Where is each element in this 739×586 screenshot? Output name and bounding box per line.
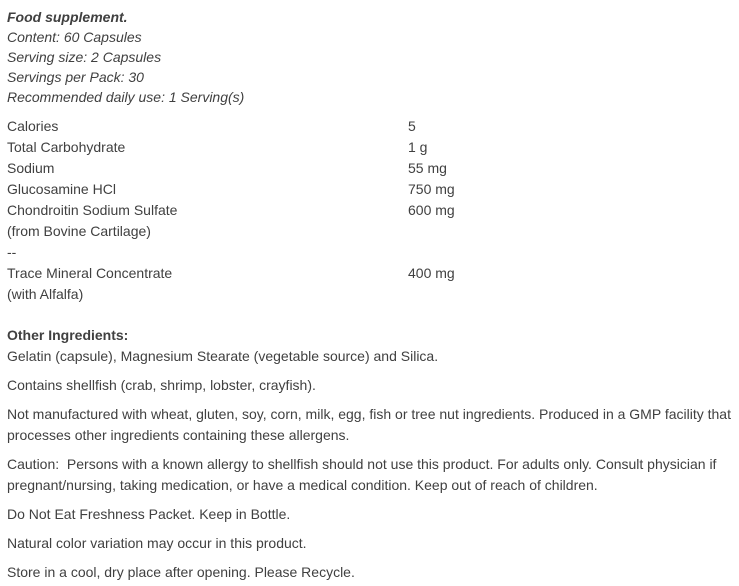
content-line: Content: 60 Capsules [7, 29, 142, 45]
nutrient-amount: 750 mg [408, 181, 455, 197]
nutrient-name: -- [7, 244, 17, 260]
nutrient-name: (with Alfalfa) [7, 286, 84, 302]
nutrient-amount: 55 mg [408, 160, 447, 176]
serving-size-line: Serving size: 2 Capsules [7, 49, 162, 65]
nutrient-name: Total Carbohydrate [7, 139, 126, 155]
allergen-contains-statement: Contains shellfish (crab, shrimp, lobster, crayfish). [7, 377, 316, 393]
manufacturing-allergen-statement: Not manufactured with wheat, gluten, soy, corn, milk, egg, fish or tree nut ingredients. Produced in a GMP facility that processes other ingredients containing these allergens. [7, 406, 735, 443]
nutrient-name: Chondroitin Sodium Sulfate [7, 202, 178, 218]
table-row [7, 221, 739, 242]
freshness-packet-warning: Do Not Eat Freshness Packet. Keep in Bottle. [7, 506, 291, 522]
nutrient-amount: 1 g [408, 139, 428, 155]
other-ingredients-text: Gelatin (capsule), Magnesium Stearate (vegetable source) and Silica. [7, 348, 439, 364]
nutrient-amount: 600 mg [408, 202, 455, 218]
caution-statement: Caution: Persons with a known allergy to shellfish should not use this product. For adults only. Consult physician if pregnant/nursing, taking medication, or have a medical condition. Keep out of reach of children. [7, 456, 721, 493]
table-row [7, 284, 739, 305]
table-row [7, 242, 739, 263]
nutrient-amount [408, 242, 739, 263]
nutrient-amount: 5 [408, 118, 416, 134]
nutrient-name: Sodium [7, 160, 55, 176]
other-ingredients-heading: Other Ingredients: [7, 327, 129, 343]
nutrient-name: Glucosamine HCl [7, 181, 116, 197]
nutrient-name: Trace Mineral Concentrate [7, 265, 173, 281]
nutrient-name: Calories [7, 118, 59, 134]
table-row [7, 200, 739, 221]
storage-instructions: Store in a cool, dry place after opening. Please Recycle. [7, 564, 355, 580]
nutrition-table [7, 116, 739, 305]
table-row [7, 158, 739, 179]
supplement-type-title: Food supplement. [7, 9, 128, 25]
table-row [7, 179, 739, 200]
supplement-header [7, 7, 739, 107]
recommended-use-line: Recommended daily use: 1 Serving(s) [7, 89, 245, 105]
table-row [7, 263, 739, 284]
table-row [7, 116, 739, 137]
color-variation-note: Natural color variation may occur in this product. [7, 535, 307, 551]
nutrient-amount: 400 mg [408, 265, 455, 281]
servings-per-pack-line: Servings per Pack: 30 [7, 69, 144, 85]
nutrient-name: (from Bovine Cartilage) [7, 223, 151, 239]
table-row [7, 137, 739, 158]
nutrient-amount [408, 284, 739, 305]
other-ingredients-section [7, 325, 739, 367]
nutrient-amount [408, 221, 739, 242]
